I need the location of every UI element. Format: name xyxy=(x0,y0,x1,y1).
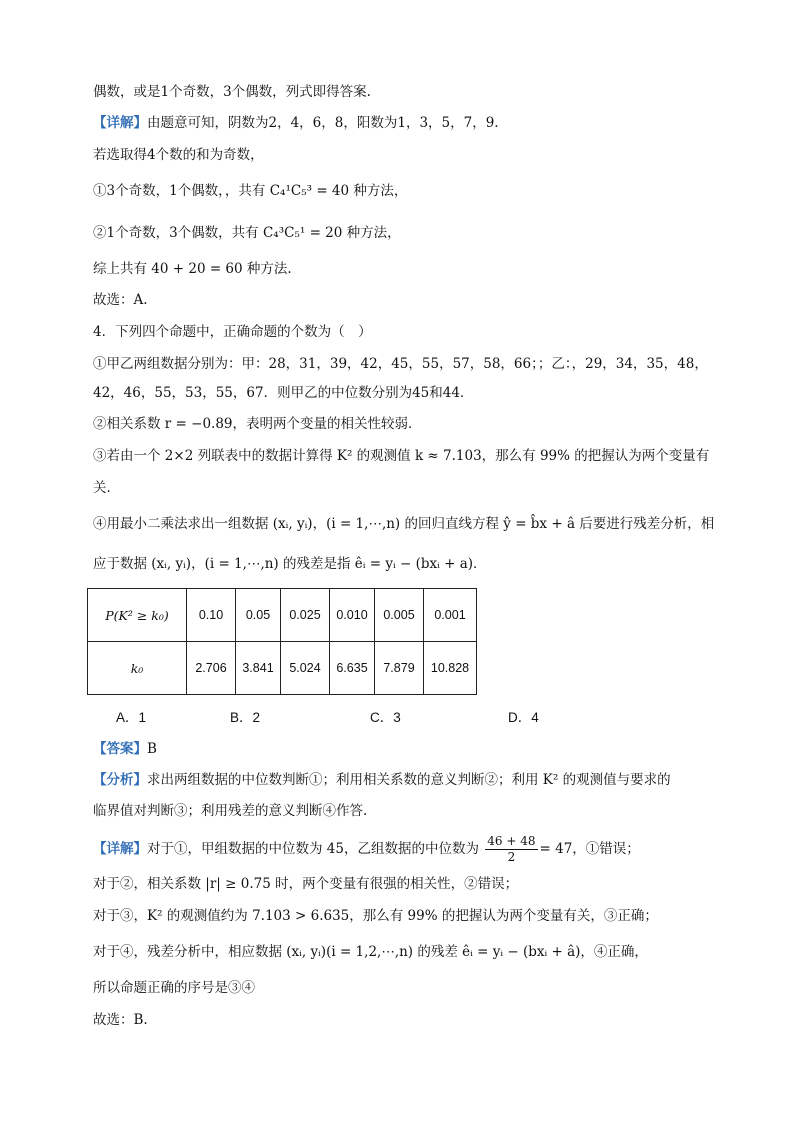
question-title: 4．下列四个命题中，正确命题的个数为（ ） xyxy=(93,324,372,340)
option-c: C．3 xyxy=(370,710,401,725)
table-cell: 0.010 xyxy=(330,589,375,642)
text-line: 由题意可知，阴数为2，4，6，8，阳数为1，3，5，7，9. xyxy=(147,115,499,131)
proposition-3-cont: 关． xyxy=(93,480,120,496)
table-cell: 0.10 xyxy=(187,589,236,642)
detail-line xyxy=(93,834,640,865)
table-cell: 2.706 xyxy=(187,642,236,695)
text-line: 所以命题正确的序号是③④ xyxy=(93,980,255,996)
table-row xyxy=(88,589,477,642)
text-line: 临界值对判断③；利用残差的意义判断④作答. xyxy=(93,803,368,819)
analysis-line xyxy=(93,770,671,790)
text-line: 对于③，K² 的观测值约为 7.103 > 6.635，那么有 99% 的把握认为两个变量有关，③正确； xyxy=(93,908,658,924)
table-cell: 3.841 xyxy=(236,642,281,695)
fraction-denominator: 2 xyxy=(507,850,516,864)
answer-line xyxy=(93,739,157,759)
proposition-4-cont: 应于数据 (xᵢ, yᵢ)，(i = 1,⋯,n) 的残差是指 êᵢ = yᵢ − (bxᵢ + a)． xyxy=(93,556,487,572)
text-line: 求出两组数据的中位数判断①；利用相关系数的意义判断②；利用 K² 的观测值与要求的 xyxy=(147,772,671,788)
table-cell: 0.05 xyxy=(236,589,281,642)
answer-value: B xyxy=(147,741,157,757)
table-row-head: P(K² ≥ k₀) xyxy=(88,589,187,642)
table-cell: 7.879 xyxy=(375,642,424,695)
table-cell: 5.024 xyxy=(281,642,330,695)
text-line: ①3个奇数，1个偶数，，共有 C₄¹C₅³ = 40 种方法， xyxy=(93,183,408,199)
detail-tag: 【详解】 xyxy=(93,115,147,131)
text-line: 对于④，残差分析中，相应数据 (xᵢ, yᵢ)(i = 1,2,⋯,n) 的残差 êᵢ = yᵢ − (bxᵢ + â)，④正确， xyxy=(93,944,648,960)
table-cell: 0.025 xyxy=(281,589,330,642)
option-d: D．4 xyxy=(508,710,539,725)
text-line: 若选取得4个数的和为奇数， xyxy=(93,147,264,163)
table-row-head: k₀ xyxy=(88,642,187,695)
option-b: B．2 xyxy=(230,710,261,725)
table-cell: 10.828 xyxy=(424,642,477,695)
proposition-4: ④用最小二乘法求出一组数据 (xᵢ, yᵢ)，(i = 1,⋯,n) 的回归直线方程 ŷ = b̂x + â 后要进行残差分析，相 xyxy=(93,516,715,532)
table-row xyxy=(88,642,477,695)
text-line: 综上共有 40 + 20 = 60 种方法. xyxy=(93,261,292,277)
option-a: A．1 xyxy=(116,710,147,725)
table-cell: 0.001 xyxy=(424,589,477,642)
fraction-numerator: 46 + 48 xyxy=(487,834,536,848)
text-line: 故选：A. xyxy=(93,292,148,308)
fraction xyxy=(485,834,537,865)
text-line: = 47，①错误； xyxy=(539,841,640,857)
text-line: 对于②，相关系数 |r| ≥ 0.75 时，两个变量有很强的相关性，②错误； xyxy=(93,876,519,892)
proposition-1-cont: 42，46，55，53，55，67．则甲乙的中位数分别为45和44． xyxy=(93,385,474,401)
proposition-3: ③若由一个 2×2 列联表中的数据计算得 K² 的观测值 k ≈ 7.103，那么有 99% 的把握认为两个变量有 xyxy=(93,448,710,464)
table-cell: 6.635 xyxy=(330,642,375,695)
text-line: 故选：B. xyxy=(93,1012,148,1028)
detail-tag: 【详解】 xyxy=(93,841,147,857)
critical-value-table xyxy=(87,588,477,695)
answer-tag: 【答案】 xyxy=(93,741,147,757)
detail-paragraph xyxy=(93,113,499,133)
proposition-1: ①甲乙两组数据分别为：甲：28，31，39，42，45，55，57，58，66；；乙：，29，34，35，48， xyxy=(93,356,708,372)
table-cell: 0.005 xyxy=(375,589,424,642)
text-line: 对于①，甲组数据的中位数为 45，乙组数据的中位数为 xyxy=(147,841,479,857)
analysis-tag: 【分析】 xyxy=(93,772,147,788)
proposition-2: ②相关系数 r = −0.89，表明两个变量的相关性较弱． xyxy=(93,416,422,432)
text-line: ②1个奇数，3个偶数，共有 C₄³C₅¹ = 20 种方法， xyxy=(93,225,401,241)
text-line: 偶数，或是1个奇数，3个偶数，列式即得答案. xyxy=(93,84,371,100)
